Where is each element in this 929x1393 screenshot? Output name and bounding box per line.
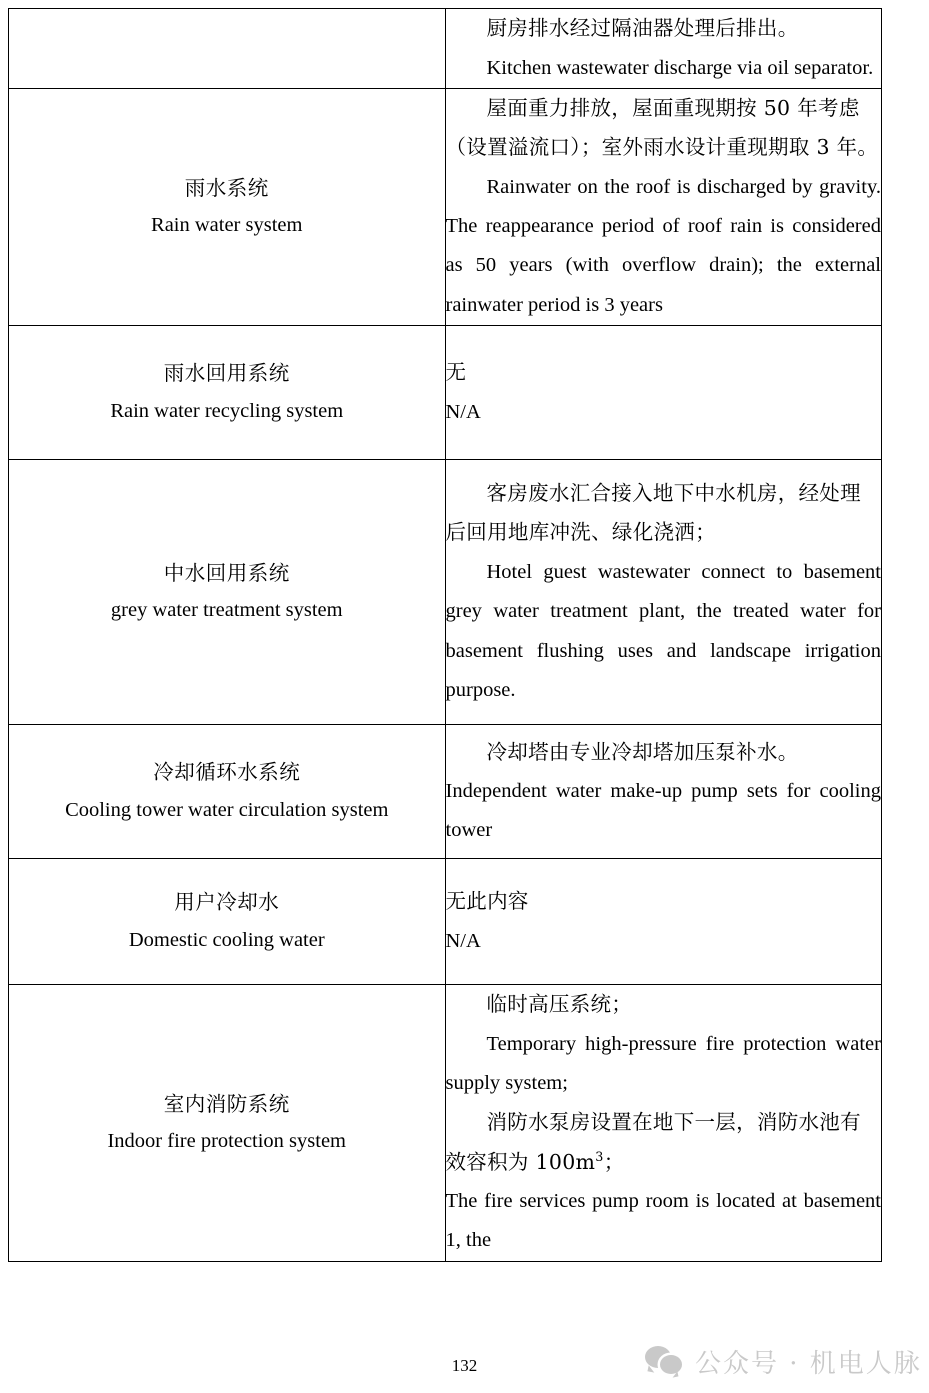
table-row bbox=[9, 985, 882, 1262]
row-body-cell bbox=[445, 859, 882, 985]
body-paragraph-en: N/A bbox=[445, 929, 481, 952]
table-row bbox=[9, 89, 882, 326]
row-body-cell bbox=[445, 985, 882, 1262]
row-body-cell bbox=[445, 460, 882, 725]
body-paragraph-en: Rainwater on the roof is discharged by gravity. The reappearance period of roof rain is considered as 50 years (with overflow drain); the external rainwater period is 3 years bbox=[445, 175, 881, 316]
row-label-en: grey water treatment system bbox=[110, 599, 343, 622]
row-label-cell bbox=[9, 985, 446, 1262]
body-paragraph-en-2: The fire services pump room is located at basement 1, the bbox=[445, 1189, 881, 1252]
row-label-en: Indoor fire protection system bbox=[107, 1129, 347, 1152]
wechat-watermark bbox=[645, 1343, 922, 1380]
row-label-cn: 用户冷却水 bbox=[174, 890, 280, 915]
table-row bbox=[9, 859, 882, 985]
body-paragraph-cn: 屋面重力排放，屋面重现期按 50 年考虑（设置溢流口）；室外雨水设计重现期取 3 年。 bbox=[445, 96, 879, 160]
body-paragraph-en: Hotel guest wastewater connect to basement grey water treatment plant, the treated water for basement flushing uses and landscape irrigation purpose. bbox=[445, 560, 881, 701]
body-paragraph-en: N/A bbox=[445, 400, 481, 423]
table-row bbox=[9, 9, 882, 89]
body-paragraph-en: Independent water make-up pump sets for cooling tower bbox=[445, 779, 881, 842]
row-label-cn: 室内消防系统 bbox=[163, 1091, 290, 1116]
wechat-bubble-small bbox=[660, 1355, 682, 1374]
row-label-cell bbox=[9, 89, 446, 326]
row-label-cn: 雨水回用系统 bbox=[163, 361, 290, 386]
water-systems-table bbox=[8, 8, 882, 1262]
row-label-en: Rain water system bbox=[151, 214, 303, 237]
body-paragraph-cn-1: 临时高压系统； bbox=[486, 992, 633, 1017]
table-row bbox=[9, 725, 882, 859]
row-body-cell bbox=[445, 326, 882, 460]
row-label-cn: 中水回用系统 bbox=[163, 560, 290, 585]
page-number: 132 bbox=[451, 1356, 478, 1375]
row-body-cell bbox=[445, 9, 882, 89]
row-label-cell bbox=[9, 9, 446, 89]
row-label-en: Cooling tower water circulation system bbox=[65, 798, 389, 821]
row-label-cell bbox=[9, 326, 446, 460]
body-paragraph-cn: 冷却塔由专业冷却塔加压泵补水。 bbox=[486, 739, 799, 764]
row-label-en: Rain water recycling system bbox=[110, 399, 344, 422]
body-paragraph-en-1: Temporary high-pressure fire protection water supply system; bbox=[445, 1032, 881, 1094]
row-label-cell bbox=[9, 859, 446, 985]
body-paragraph-cn-2: 消防水泵房设置在地下一层，消防水池有效容积为 $100m^3$； bbox=[445, 1110, 861, 1174]
body-paragraph-cn: 无 bbox=[445, 360, 467, 385]
row-body-cell bbox=[445, 725, 882, 859]
row-label-en: Domestic cooling water bbox=[128, 928, 325, 951]
row-label-cn: 雨水系统 bbox=[184, 175, 269, 200]
row-label-cell bbox=[9, 460, 446, 725]
row-label-cell bbox=[9, 725, 446, 859]
table-row bbox=[9, 326, 882, 460]
row-label-cn: 冷却循环水系统 bbox=[153, 760, 301, 785]
table-row bbox=[9, 460, 882, 725]
body-paragraph-cn: 无此内容 bbox=[445, 889, 529, 914]
watermark-text: 公众号 · 机电人脉 bbox=[695, 1349, 922, 1379]
body-paragraph-cn: 厨房排水经过隔油器处理后排出。 bbox=[486, 16, 799, 41]
row-body-cell bbox=[445, 89, 882, 326]
body-paragraph-cn: 客房废水汇合接入地下中水机房，经处理后回用地库冲洗、绿化浇洒； bbox=[445, 481, 861, 545]
body-paragraph-en: Kitchen wastewater discharge via oil separator. bbox=[486, 56, 874, 79]
wechat-icon bbox=[645, 1346, 685, 1377]
